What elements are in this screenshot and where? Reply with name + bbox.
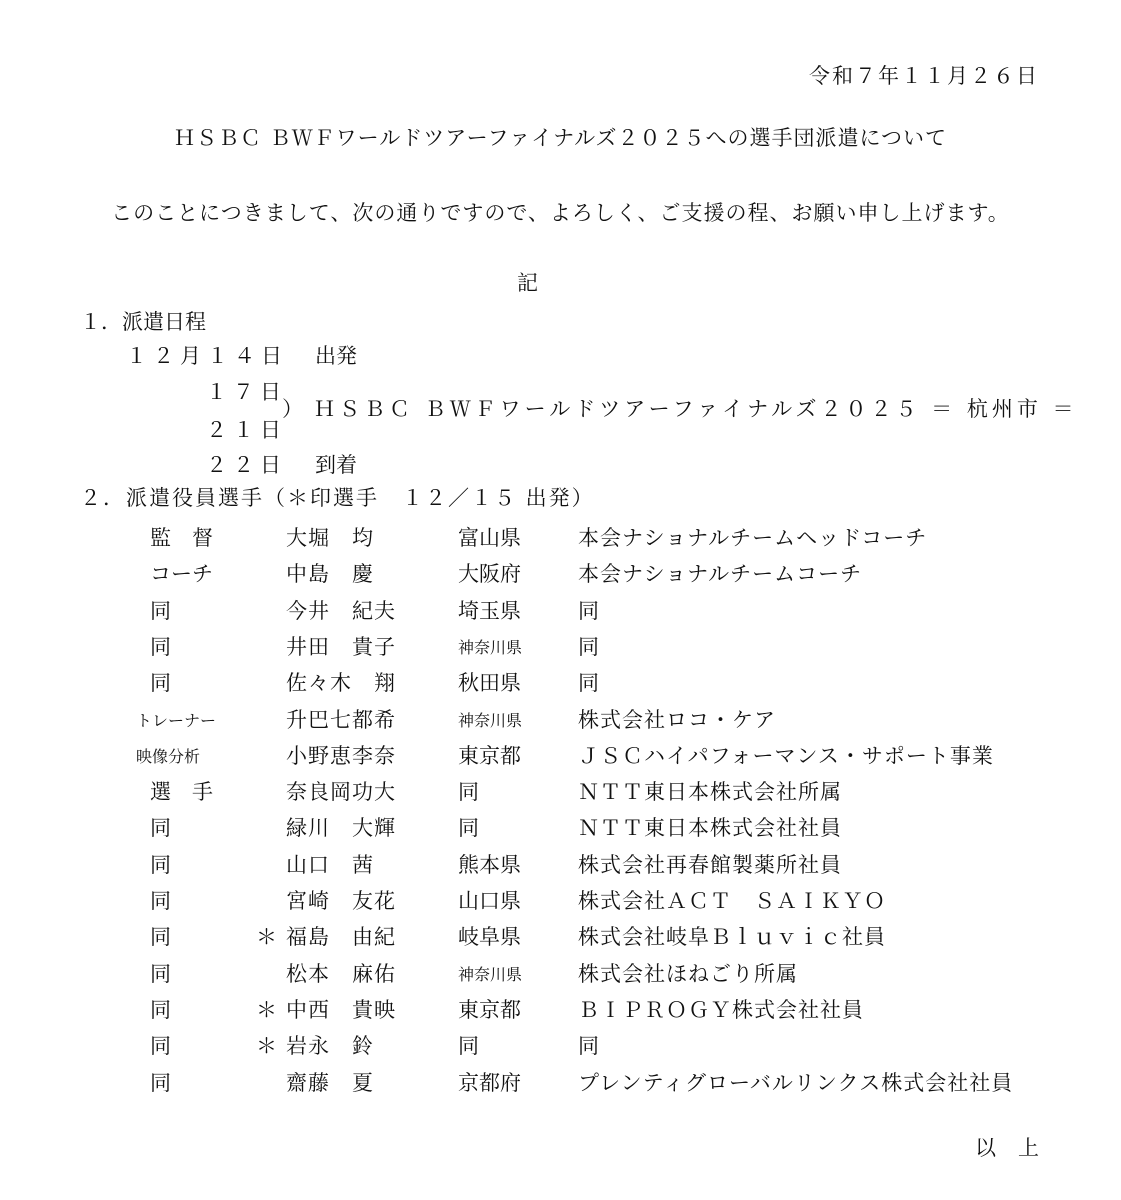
member-role: 同 [150, 925, 171, 950]
member-role: 同 [150, 961, 171, 986]
member-row [0, 958, 1121, 994]
member-name: 大堀 均 [286, 526, 374, 550]
member-name: 山口 茜 [286, 852, 374, 877]
member-row [0, 740, 1121, 776]
ki-heading: 記 [517, 271, 538, 295]
member-prefecture: 岐阜県 [458, 925, 521, 950]
member-role: 同 [150, 816, 171, 841]
member-name: 齋藤 夏 [286, 1070, 374, 1095]
member-row [0, 849, 1121, 885]
member-role: 同 [150, 671, 171, 696]
member-name: 岩永 鈴 [286, 1034, 374, 1059]
member-prefecture: 東京都 [458, 997, 521, 1022]
member-row [0, 921, 1121, 957]
event-bracket: ） [282, 397, 303, 421]
member-name: 松本 麻佑 [286, 961, 396, 986]
member-role: 同 [150, 997, 171, 1022]
member-affiliation: 株式会社ほねごり所属 [578, 961, 798, 986]
members-heading: ２．派遣役員選手（＊印選手 １２／１５ 出発） [80, 486, 595, 510]
member-prefecture: 富山県 [458, 526, 521, 550]
member-affiliation: 本会ナショナルチームコーチ [578, 562, 863, 587]
closing-text: 以上 [975, 1136, 1061, 1160]
member-prefecture: 京都府 [458, 1070, 521, 1095]
member-prefecture: 神奈川県 [458, 964, 523, 984]
member-affiliation: 同 [578, 634, 600, 659]
member-name: 中島 慶 [286, 562, 374, 587]
member-affiliation: ＪＳＣハイパフォーマンス・サポート事業 [578, 743, 994, 768]
member-affiliation: 同 [578, 671, 600, 696]
member-row [0, 885, 1121, 921]
member-role: トレーナー [136, 710, 217, 730]
member-affiliation: 株式会社ＡＣＴ ＳＡＩＫＹＯ [578, 889, 886, 913]
schedule-heading: １．派遣日程 [80, 310, 206, 334]
member-prefecture: 同 [458, 780, 479, 805]
member-row [0, 994, 1121, 1030]
travel-mark: ＊ [256, 925, 277, 950]
member-prefecture: 同 [458, 816, 479, 841]
member-role: 映像分析 [136, 746, 201, 766]
member-name: 緑川 大輝 [286, 816, 396, 841]
member-prefecture: 神奈川県 [458, 637, 523, 657]
arrive-date: ２２日 [206, 453, 287, 477]
member-prefecture: 東京都 [458, 743, 521, 768]
member-row [0, 1067, 1121, 1103]
member-prefecture: 埼玉県 [458, 598, 521, 623]
member-name: 井田 貴子 [286, 634, 396, 659]
member-role: 同 [150, 1034, 171, 1059]
member-name: 中西 貴映 [286, 997, 396, 1022]
member-prefecture: 山口県 [458, 889, 521, 913]
member-affiliation: 本会ナショナルチームヘッドコーチ [578, 526, 928, 550]
member-affiliation: 同 [578, 1034, 600, 1059]
member-name: 奈良岡功大 [286, 780, 396, 805]
event-end-date: ２１日 [206, 418, 287, 442]
member-affiliation: ＢＩＰＲＯＧＹ株式会社社員 [578, 997, 864, 1022]
intro-text: このことにつきまして、次の通りですので、よろしく、ご支援の程、お願い申し上げます。 [111, 201, 1010, 225]
member-role: 同 [150, 634, 171, 659]
event-label: ＨＳＢＣ ＢＷＦワールドツアーファイナルズ２０２５ ＝ 杭州市 ＝ [314, 397, 1078, 421]
member-prefecture: 熊本県 [458, 852, 521, 877]
member-row [0, 595, 1121, 631]
member-role: コーチ [150, 562, 213, 587]
member-name: 福島 由紀 [286, 925, 396, 950]
depart-date: １２月１４日 [126, 344, 288, 368]
member-affiliation: 株式会社岐阜Ｂｌｕｖｉｃ社員 [578, 925, 886, 950]
member-row [0, 1030, 1121, 1066]
member-role: 同 [150, 852, 171, 877]
member-affiliation: 株式会社ロコ・ケア [578, 707, 776, 732]
member-row [0, 522, 1121, 558]
document-title: ＨＳＢＣ ＢＷＦワールドツアーファイナルズ２０２５への選手団派遣について [173, 126, 948, 150]
member-role: 監 督 [150, 526, 213, 550]
event-start-date: １７日 [206, 380, 287, 404]
member-row [0, 776, 1121, 812]
member-name: 宮崎 友花 [286, 889, 396, 913]
member-prefecture: 神奈川県 [458, 710, 523, 730]
member-prefecture: 大阪府 [458, 562, 521, 587]
member-role: 同 [150, 1070, 171, 1095]
member-row [0, 812, 1121, 848]
travel-mark: ＊ [256, 1034, 277, 1059]
member-row [0, 704, 1121, 740]
member-affiliation: プレンティグローバルリンクス株式会社社員 [578, 1070, 1014, 1095]
member-affiliation: 株式会社再春館製薬所社員 [578, 852, 842, 877]
travel-mark: ＊ [256, 997, 277, 1022]
member-affiliation: ＮＴＴ東日本株式会社所属 [578, 780, 842, 805]
member-name: 升巴七都希 [286, 707, 396, 732]
member-name: 佐々木 翔 [286, 671, 396, 696]
arrive-label: 到着 [315, 453, 357, 477]
member-affiliation: ＮＴＴ東日本株式会社社員 [578, 816, 842, 841]
member-affiliation: 同 [578, 598, 600, 623]
member-name: 小野恵李奈 [286, 743, 396, 768]
member-prefecture: 秋田県 [458, 671, 521, 696]
member-role: 選 手 [150, 780, 213, 805]
member-role: 同 [150, 889, 171, 913]
document-date: 令和７年１１月２６日 [809, 64, 1039, 88]
member-row [0, 558, 1121, 594]
member-name: 今井 紀夫 [286, 598, 396, 623]
member-prefecture: 同 [458, 1034, 479, 1059]
member-role: 同 [150, 598, 171, 623]
depart-label: 出発 [315, 344, 357, 368]
member-row [0, 631, 1121, 667]
member-row [0, 667, 1121, 703]
